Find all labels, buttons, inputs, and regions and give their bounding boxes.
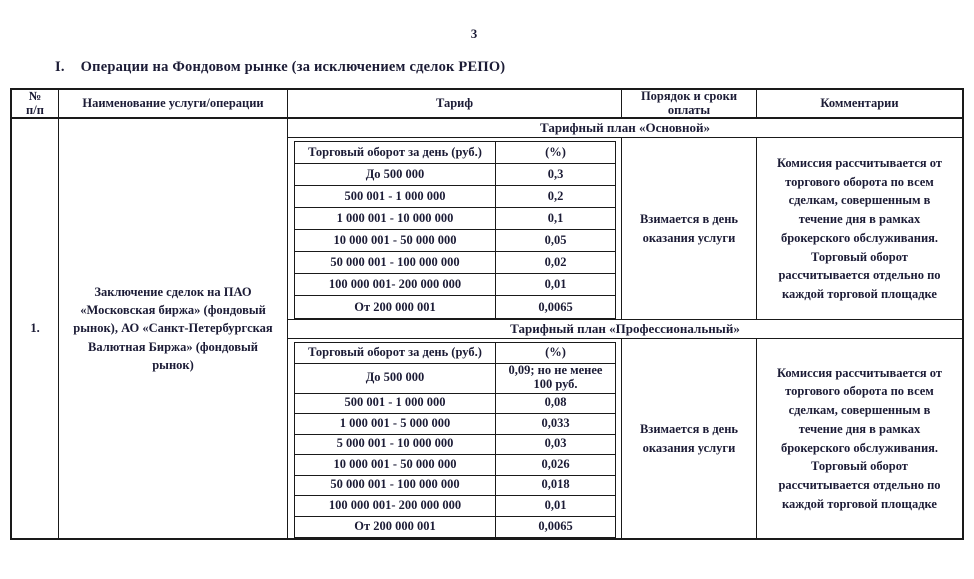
range-cell: До 500 000: [295, 164, 496, 185]
range-cell: 1 000 001 - 10 000 000: [295, 208, 496, 229]
range-cell: До 500 000: [295, 364, 496, 393]
tariff-row: [295, 435, 615, 456]
tariff-row: [295, 394, 615, 415]
tariff-header-row: [295, 343, 615, 364]
tariff-col-range-header: Торговый оборот за день (руб.): [295, 142, 496, 163]
plan-section-professionalny: [288, 339, 962, 538]
rate-cell: 0,01: [544, 277, 567, 292]
range-cell: 50 000 001 - 100 000 000: [295, 476, 496, 496]
tariff-inner-table-professionalny: [294, 342, 616, 538]
rate-cell: 0,02: [544, 255, 567, 270]
rate-cell: 0,0065: [538, 299, 573, 314]
header-tariff: Тариф: [288, 90, 622, 117]
tariff-plans-area: [288, 119, 962, 538]
tariff-row: [295, 208, 615, 230]
header-service: Наименование услуги/операции: [59, 90, 288, 117]
range-cell: 500 001 - 1 000 000: [295, 186, 496, 207]
payment-cell-osnovnoy: Взимается в день оказания услуги: [622, 138, 757, 319]
range-cell: 10 000 001 - 50 000 000: [295, 455, 496, 475]
rate-cell: 0,05: [544, 233, 567, 248]
tariff-row: [295, 455, 615, 476]
range-cell: 100 000 001- 200 000 000: [295, 496, 496, 516]
plan-title-osnovnoy: Тарифный план «Основной»: [288, 119, 962, 138]
rate-cell: 0,026: [541, 456, 570, 471]
range-cell: 100 000 001- 200 000 000: [295, 274, 496, 295]
tariff-row: [295, 517, 615, 538]
tariff-header-row: [295, 142, 615, 164]
heading-index: I.: [55, 59, 65, 75]
range-cell: От 200 000 001: [295, 296, 496, 318]
rate-cell: 0,0065: [538, 518, 573, 533]
row-number-cell: 1.: [12, 119, 59, 538]
rate-cell: 0,1: [547, 211, 564, 226]
section-heading: [55, 59, 505, 76]
tariff-area-osnovnoy: [288, 138, 622, 319]
tariff-col-rate-header: (%): [545, 344, 566, 359]
rate-cell: 0,03: [544, 436, 567, 451]
tariff-row: [295, 364, 615, 394]
rate-cell: 0,3: [547, 167, 564, 182]
tariff-row: [295, 414, 615, 435]
tariff-inner-table-osnovnoy: [294, 141, 616, 319]
rate-cell: 0,033: [541, 415, 570, 430]
tariff-row: [295, 296, 615, 318]
plan-section-osnovnoy: [288, 138, 962, 319]
heading-title: Операции на Фондовом рынке (за исключением сделок РЕПО): [80, 59, 506, 75]
tariff-col-range-header: Торговый оборот за день (руб.): [295, 343, 496, 363]
header-num: № п/п: [12, 90, 59, 117]
tariff-row: [295, 496, 615, 517]
header-payment: Порядок и сроки оплаты: [622, 90, 757, 117]
tariff-row: [295, 230, 615, 252]
rate-cell: 0,01: [544, 497, 567, 512]
comments-cell-professionalny: Комиссия рассчитывается от торгового оборота по всем сделкам, совершенным в течение дня в рамках брокерского обслуживания. Торговый оборот рассчитывается отдельно по каждой торговой площадке: [776, 365, 943, 511]
range-cell: 5 000 001 - 10 000 000: [295, 435, 496, 455]
page-number: 3: [470, 26, 478, 41]
tariff-row: [295, 274, 615, 296]
tariff-row: [295, 186, 615, 208]
plan-title-professionalny: Тарифный план «Профессиональный»: [288, 319, 962, 339]
comments-cell-osnovnoy: Комиссия рассчитывается от торгового оборота по всем сделкам, совершенным в течение дня в рамках брокерского обслуживания. Торговый оборот рассчитывается отдельно по каждой торговой площадке: [776, 155, 943, 302]
tariff-table: [10, 88, 964, 540]
table-header-row: [12, 90, 962, 119]
tariff-area-professionalny: [288, 339, 622, 538]
rate-cell: 0,08: [544, 395, 567, 410]
table-body-row: [12, 119, 962, 538]
rate-cell: 0,09; но не менее 100 руб.: [508, 363, 603, 391]
range-cell: 10 000 001 - 50 000 000: [295, 230, 496, 251]
rate-cell: 0,2: [547, 189, 564, 204]
service-name-cell: Заключение сделок на ПАО «Московская биржа» (фондовый рынок), АО «Санкт-Петербургская Валютная Биржа» (фондовый рынок): [59, 119, 288, 538]
tariff-row: [295, 164, 615, 186]
tariff-row: [295, 476, 615, 497]
rate-cell: 0,018: [541, 477, 570, 492]
range-cell: 50 000 001 - 100 000 000: [295, 252, 496, 273]
tariff-col-rate-header: (%): [545, 145, 566, 160]
payment-cell-professionalny: Взимается в день оказания услуги: [622, 339, 757, 538]
tariff-row: [295, 252, 615, 274]
range-cell: От 200 000 001: [295, 517, 496, 538]
range-cell: 1 000 001 - 5 000 000: [295, 414, 496, 434]
range-cell: 500 001 - 1 000 000: [295, 394, 496, 414]
header-comments: Комментарии: [820, 95, 899, 110]
